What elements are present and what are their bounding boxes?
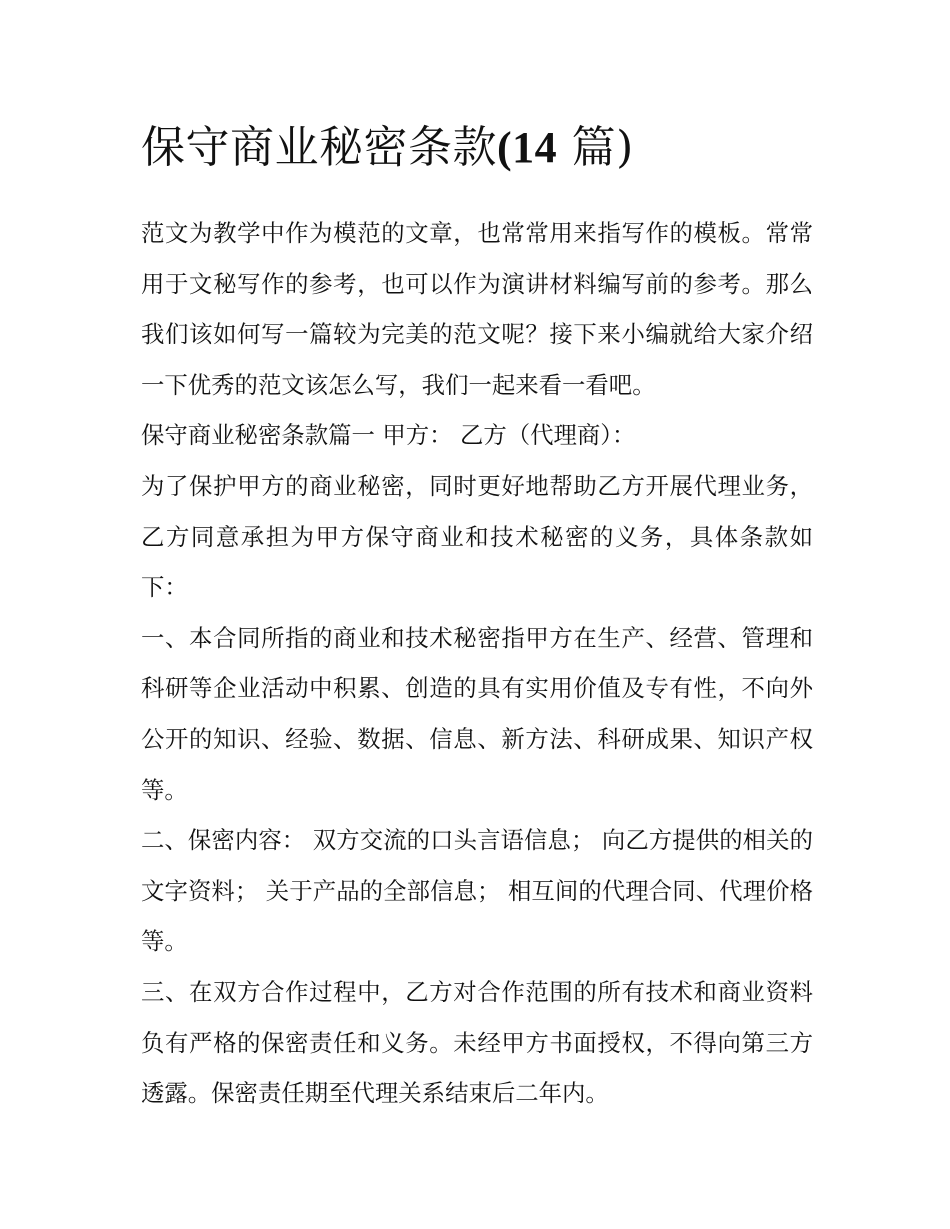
title-number: (14 <box>497 123 558 172</box>
title-suffix: 篇) <box>571 122 634 173</box>
document-title <box>141 112 813 184</box>
title-prefix: 保守商业秘密条款 <box>141 122 497 173</box>
clause-1-paragraph: 一、本合同所指的商业和技术秘密指甲方在生产、经营、管理和科研等企业活动中积累、创造的具有实用价值及专有性，不向外公开的知识、经验、数据、信息、新方法、科研成果、知识产权等。 <box>141 623 813 804</box>
clause-3-paragraph: 三、在双方合作过程中，乙方对合作范围的所有技术和商业资料负有严格的保密责任和义务。未经甲方书面授权，不得向第三方透露。保密责任期至代理关系结束后二年内。 <box>141 977 813 1108</box>
intro-paragraph: 范文为教学中作为模范的文章，也常常用来指写作的模板。常常用于文秘写作的参考，也可以作为演讲材料编写前的参考。那么我们该如何写一篇较为完美的范文呢？接下来小编就给大家介绍一下优秀的范文该怎么写，我们一起来看一看吧。 <box>141 219 813 399</box>
preamble-paragraph: 为了保护甲方的商业秘密，同时更好地帮助乙方开展代理业务，乙方同意承担为甲方保守商业和技术秘密的义务，具体条款如下： <box>141 471 813 602</box>
clause-2-paragraph: 二、保密内容： 双方交流的口头言语信息； 向乙方提供的相关的文字资料； 关于产品的全部信息； 相互间的代理合同、代理价格等。 <box>141 826 813 956</box>
document-page <box>141 112 813 1119</box>
section-heading: 保守商业秘密条款篇一 甲方： 乙方（代理商）： <box>141 421 636 450</box>
